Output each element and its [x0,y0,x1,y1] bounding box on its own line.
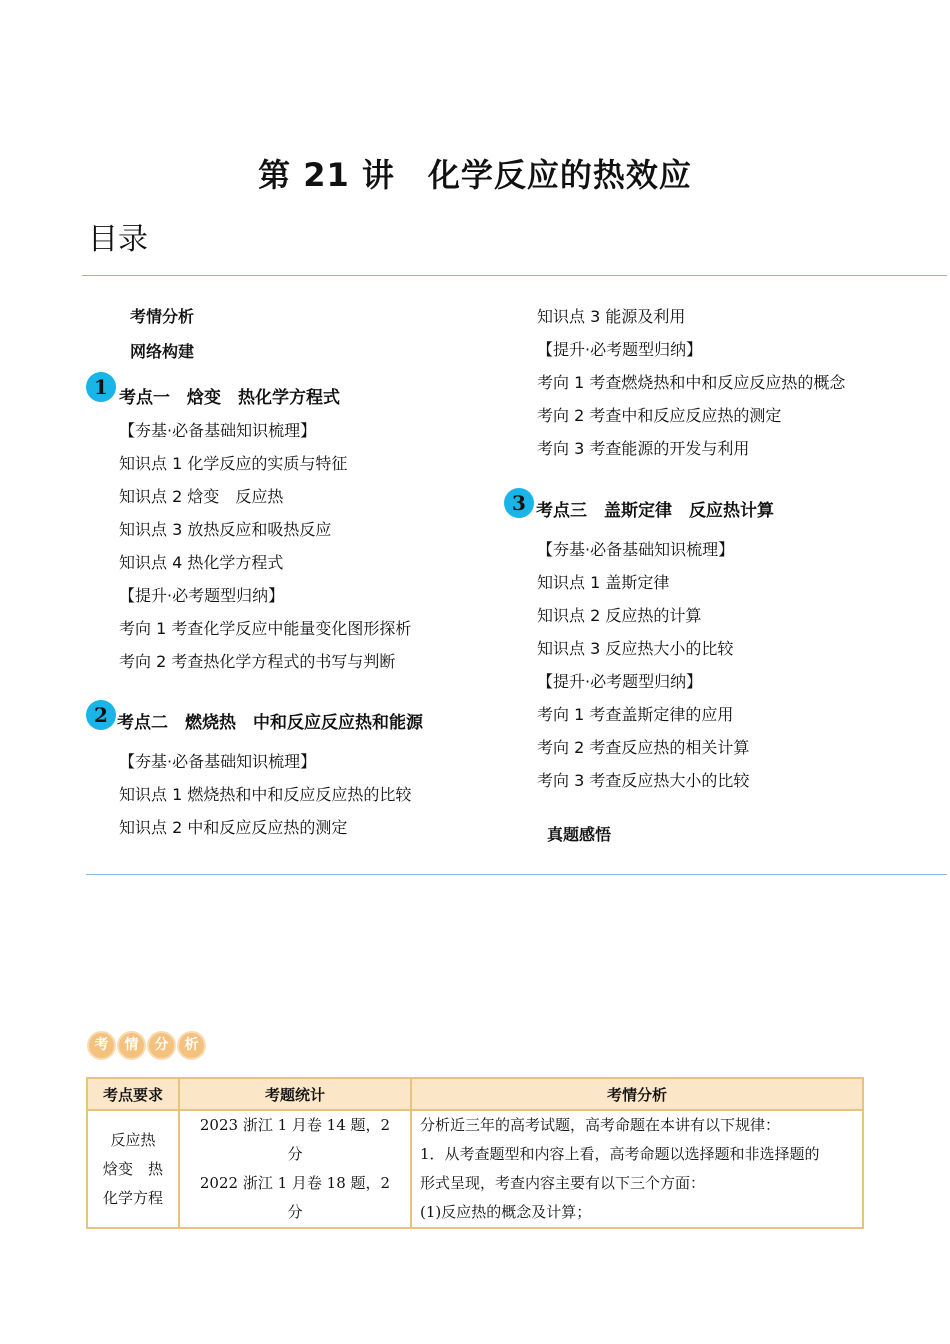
table-header-row [87,1078,863,1110]
toc-item[interactable]: 知识点 3 能源及利用 [537,307,686,326]
toc-item[interactable]: 考向 1 考查盖斯定律的应用 [537,705,734,724]
toc-item[interactable]: 考向 3 考查能源的开发与利用 [537,439,750,458]
toc-item[interactable]: 【提升·必考题型归纳】 [537,340,703,359]
toc-item[interactable]: 【提升·必考题型归纳】 [537,672,703,691]
badge-char: 析 [177,1031,206,1060]
toc-item[interactable]: 考向 2 考查反应热的相关计算 [537,738,750,757]
badge-char: 考 [87,1031,116,1060]
toc-item[interactable]: 考向 1 考查燃烧热和中和反应反应热的概念 [537,373,846,392]
toc-item-exam-analysis[interactable]: 考情分析 [130,307,195,326]
exam-analysis-table [86,1077,864,1229]
toc-item[interactable]: 考向 1 考查化学反应中能量变化图形探析 [119,619,412,638]
toc-item[interactable]: 知识点 3 反应热大小的比较 [537,639,734,658]
section-title-3[interactable]: 考点三 盖斯定律 反应热计算 [536,501,774,521]
section-title-1[interactable]: 考点一 焓变 热化学方程式 [119,388,340,408]
page-title: 第 21 讲 化学反应的热效应 [258,156,692,194]
cell-line: (1)反应热的概念及计算； [420,1203,592,1221]
toc-item[interactable]: 考向 2 考查热化学方程式的书写与判断 [119,652,396,671]
toc-item-network[interactable]: 网络构建 [130,342,195,361]
toc-heading: 目录 [88,222,148,257]
toc-item[interactable]: 知识点 2 中和反应反应热的测定 [119,818,348,837]
cell-line: 分 [287,1145,303,1163]
cell-line: 焓变 热 [102,1159,163,1178]
section-number-2: 2 [86,700,116,730]
toc-item[interactable]: 【夯基·必备基础知识梳理】 [119,752,317,771]
badge-char: 分 [147,1031,176,1060]
cell-analysis [411,1110,863,1228]
toc-item[interactable]: 知识点 4 热化学方程式 [119,553,284,572]
toc-item[interactable]: 考向 3 考查反应热大小的比较 [537,771,750,790]
cell-line: 2022 浙江 1 月卷 18 题，2 [199,1174,391,1192]
toc-item[interactable]: 【夯基·必备基础知识梳理】 [537,540,735,559]
divider-top [82,275,947,276]
toc-item-real-questions[interactable]: 真题感悟 [547,825,612,844]
section-number-1: 1 [86,372,116,402]
toc-item[interactable]: 【夯基·必备基础知识梳理】 [119,421,317,440]
table-row [87,1110,863,1228]
cell-line: 2023 浙江 1 月卷 14 题，2 [199,1116,391,1134]
divider-bottom [86,874,947,875]
section-title-2[interactable]: 考点二 燃烧热 中和反应反应热和能源 [117,713,423,733]
toc-item[interactable]: 知识点 1 燃烧热和中和反应反应热的比较 [119,785,412,804]
cell-line: 化学方程 [102,1188,163,1207]
badge-char: 情 [117,1031,146,1060]
toc-item[interactable]: 知识点 2 焓变 反应热 [119,487,284,506]
header-analysis: 考情分析 [411,1078,863,1110]
toc-item[interactable]: 知识点 3 放热反应和吸热反应 [119,520,332,539]
section-number-3: 3 [504,488,534,518]
cell-line: 分 [287,1203,303,1221]
toc-item[interactable]: 考向 2 考查中和反应反应热的测定 [537,406,782,425]
cell-line: 反应热 [110,1130,156,1149]
toc-item[interactable]: 知识点 1 化学反应的实质与特征 [119,454,348,473]
cell-line: 形式呈现，考查内容主要有以下三个方面： [420,1174,706,1192]
exam-analysis-badge [87,1031,207,1060]
toc-item[interactable]: 知识点 2 反应热的计算 [537,606,702,625]
cell-statistics [179,1110,411,1228]
toc-item[interactable]: 知识点 1 盖斯定律 [537,573,670,592]
cell-requirement [87,1110,179,1228]
toc-item[interactable]: 【提升·必考题型归纳】 [119,586,285,605]
header-requirement: 考点要求 [87,1078,179,1110]
cell-line: 分析近三年的高考试题，高考命题在本讲有以下规律： [420,1116,781,1134]
cell-line: 1．从考查题型和内容上看，高考命题以选择题和非选择题的 [420,1145,820,1163]
header-statistics: 考题统计 [179,1078,411,1110]
